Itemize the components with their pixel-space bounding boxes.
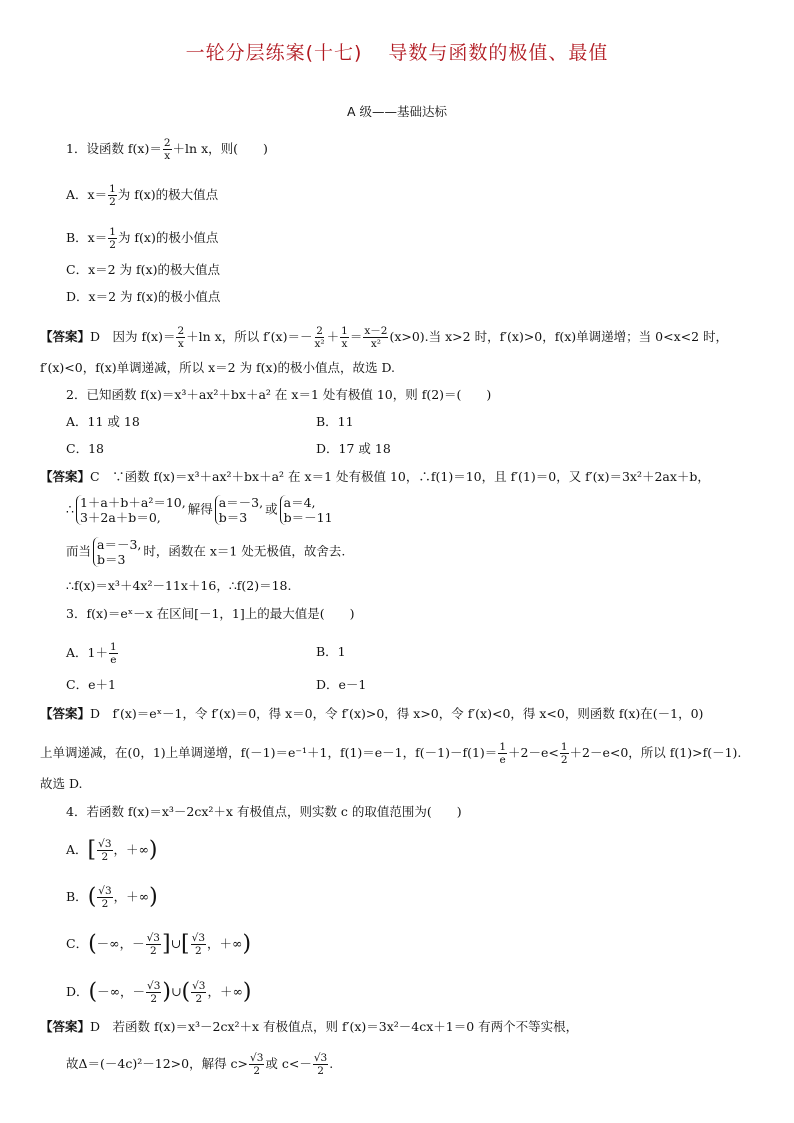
q4-option-a: A．[ $\frac{√3}{2}$ ，＋∞) [66,837,158,863]
q3-answer-line2: 上单调递减，在(0，1)上单调递增，f(－1)＝e⁻¹＋1，f(1)＝e－1，f(－1)－f(1)＝ $\frac{1}{e}$ ＋2－e< $\frac{1}{2}$ ＋2－e<0，所以 f(1)>f(－1). [40,741,742,766]
page-title [0,38,794,65]
q1-stem-fraction: $\frac{2}{x}$ [163,137,171,162]
q1-option-d: D．x＝2 为 f(x)的极小值点 [66,289,221,304]
q1-option-b: B．x＝ $\frac{1}{2}$ 为 f(x)的极小值点 [66,226,219,251]
title-part2: 导数与函数的极值、最值 [388,42,609,64]
q1-option-a: A．x＝ $\frac{1}{2}$ 为 f(x)的极大值点 [66,183,219,208]
q1-answer-line2: f′(x)<0，f(x)单调递减，所以 x＝2 为 f(x)的极小值点，故选 D. [40,360,395,375]
q4-option-d: D．(－∞，－ $\frac{√3}{2}$ )∪( $\frac{√3}{2}$ ，＋∞) [66,979,252,1005]
q2-option-c: C．18 [66,441,104,456]
q4-stem: 4．若函数 f(x)＝x³－2cx²＋x 有极值点，则实数 c 的取值范围为( ) [66,804,462,819]
q4-answer-line2: 故Δ＝(－4c)²－12>0，解得 c> $\frac{√3}{2}$ 或 c<－ $\frac{√3}{2}$ . [66,1052,334,1077]
q1-answer-line1: 【答案】D 因为 f(x)＝ $\frac{2}{x}$ ＋ln x，所以 f′(x)＝－ $\frac{2}{\text{x²}}$ ＋ $\frac{1}{x}$ ＝ $\frac{x-2}{\text{x²}}$ (x>0).当 x>2 时，f′(x)>0，f(x)单调递增；当 0<x<2 时， [40,325,729,350]
q4-answer-line1: 【答案】D 若函数 f(x)＝x³－2cx²＋x 有极值点，则 f′(x)＝3x²－4cx＋1＝0 有两个不等实根， [40,1019,579,1034]
q4-option-c: C．(－∞，－ $\frac{√3}{2}$ ]∪[ $\frac{√3}{2}$ ，＋∞) [66,931,252,957]
q3-answer-line1: 【答案】D f′(x)＝eˣ－1，令 f′(x)＝0，得 x＝0，令 f′(x)>0，得 x>0，令 f′(x)<0，得 x<0，则函数 f(x)在(－1，0) [40,706,704,721]
q2-option-b: B．11 [316,414,354,429]
q2-answer-system: ∴ 1＋a＋b＋a²＝10, 3＋2a＋b＝0, 解得 a＝－3, b＝3 或 a＝4, b＝－11 [66,495,333,525]
q4-option-b: B．( $\frac{√3}{2}$ ，＋∞) [66,884,158,910]
q3-stem: 3．f(x)＝eˣ－x 在区间[－1，1]上的最大值是( ) [66,606,355,621]
q2-stem: 2．已知函数 f(x)＝x³＋ax²＋bx＋a² 在 x＝1 处有极值 10，则 f(2)＝( ) [66,387,492,402]
q1-stem: 1．设函数 f(x)＝ $\frac{2}{x}$ ＋ln x，则( ) [66,137,268,162]
q3-option-b: B．1 [316,644,346,659]
title-part1: 一轮分层练案(十七) [185,42,363,64]
q2-answer-line3: 而当 a＝－3, b＝3 时，函数在 x＝1 处无极值，故舍去. [66,537,346,567]
q3-option-a: A．1＋ $\frac{1}{e}$ [66,641,117,666]
q3-answer-line3: 故选 D. [40,776,83,791]
q2-option-d: D．17 或 18 [316,441,391,456]
q2-answer-line4: ∴f(x)＝x³＋4x²－11x＋16，∴f(2)＝18. [66,578,292,593]
q3-option-c: C．e＋1 [66,677,116,692]
q1-option-c: C．x＝2 为 f(x)的极大值点 [66,262,220,277]
q2-answer-line1: 【答案】C ∵函数 f(x)＝x³＋ax²＋bx＋a² 在 x＝1 处有极值 10，∴f(1)＝10，且 f′(1)＝0，又 f′(x)＝3x²＋2ax＋b， [40,469,710,484]
q2-option-a: A．11 或 18 [66,414,140,429]
section-subtitle: A 级——基础达标 [346,104,448,119]
q3-option-d: D．e－1 [316,677,367,692]
